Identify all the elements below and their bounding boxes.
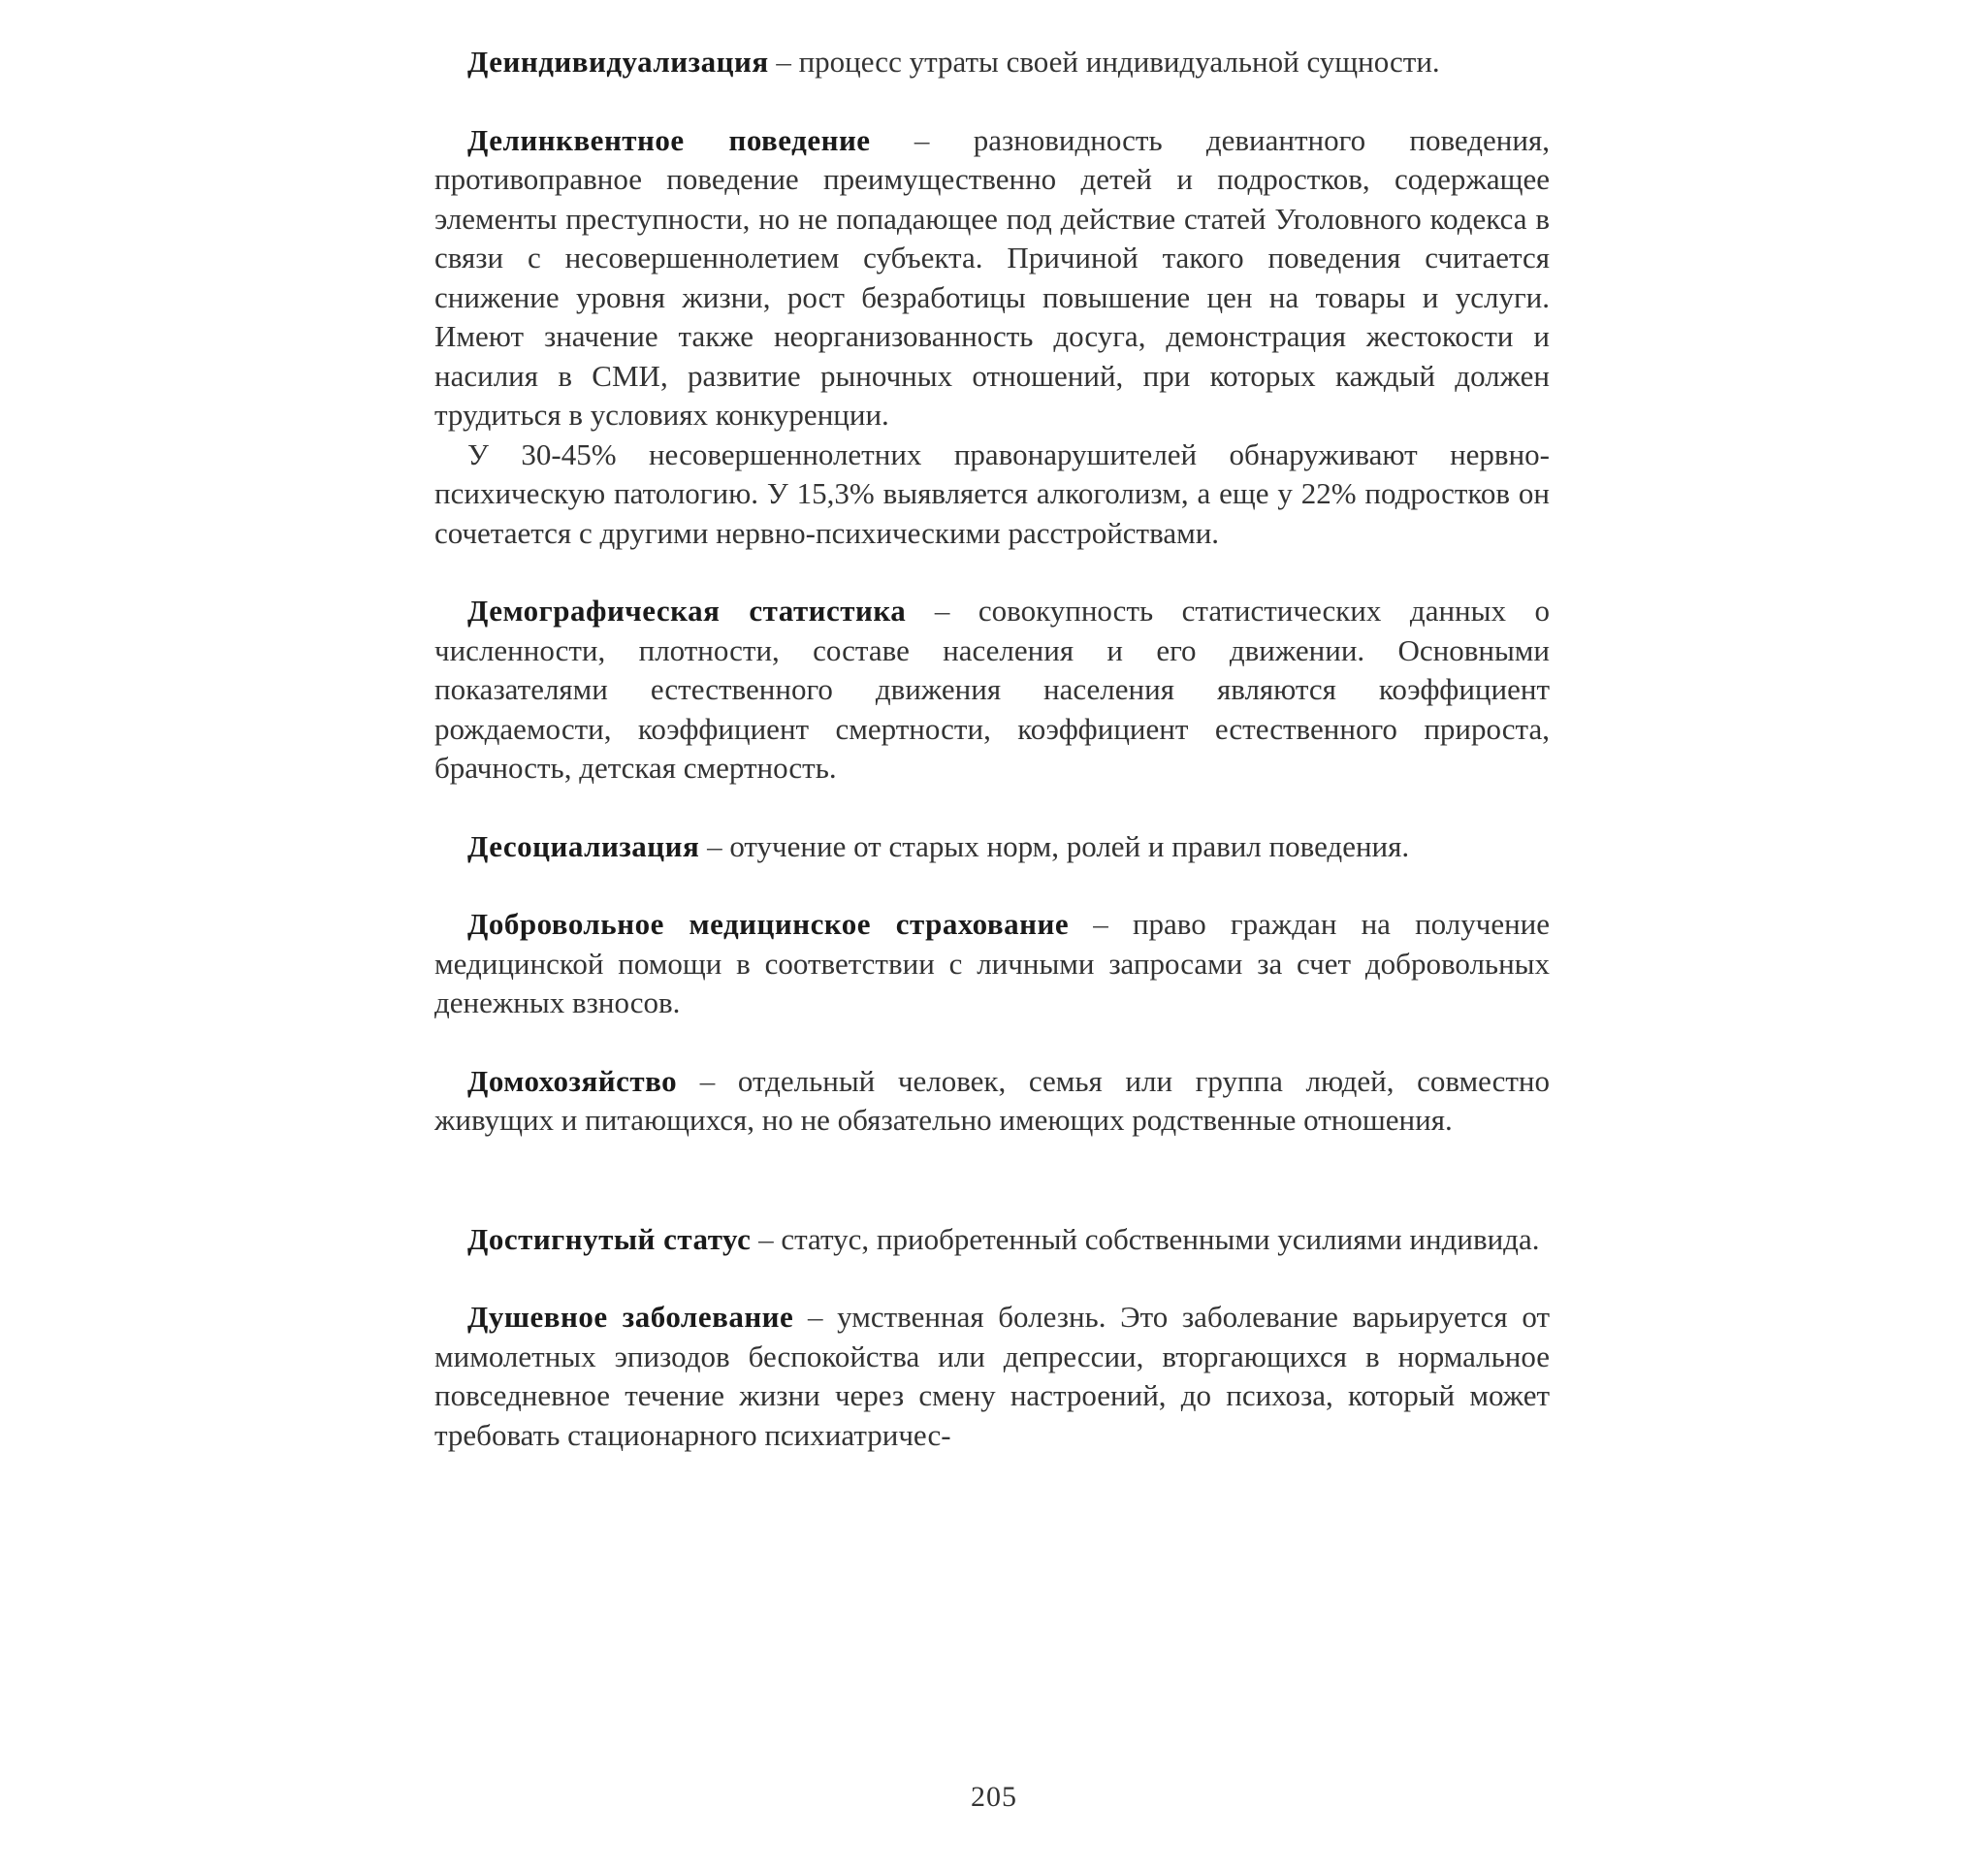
glossary-entry — [434, 1220, 1550, 1260]
glossary-term: Делинквентное поведение — [467, 122, 871, 157]
glossary-definition: процесс утраты своей индивидуальной сущности. — [798, 45, 1440, 79]
paragraph-text: У 30-45% несовершеннолетних правонарушителей обнаруживают нервно-психическую патологию. У 15,3% выявляется алкоголизм, а еще у 22% подростков он сочетается с другими нервно-психическими расстройствами. — [434, 436, 1550, 550]
glossary-entry — [434, 592, 1550, 789]
term-separator: – — [1093, 907, 1108, 941]
glossary-term: Достигнутый статус — [467, 1221, 752, 1256]
glossary-entry — [434, 1298, 1550, 1455]
glossary-entry — [434, 43, 1550, 82]
glossary-term: Домохозяйство — [467, 1063, 678, 1098]
glossary-entry — [434, 1062, 1550, 1141]
glossary-definition: отучение от старых норм, ролей и правил поведения. — [729, 828, 1410, 863]
term-separator: – — [699, 1063, 716, 1098]
term-separator: – — [776, 45, 791, 79]
glossary-term: Душевное заболевание — [467, 1300, 794, 1334]
term-separator: – — [807, 1300, 823, 1334]
term-separator: – — [707, 828, 722, 863]
glossary-term: Добровольное медицинское страхование — [467, 907, 1070, 941]
glossary-entry — [434, 905, 1550, 1023]
body-paragraph — [434, 435, 1550, 554]
glossary-term: Десоциализация — [467, 828, 700, 863]
document-page — [434, 43, 1550, 1455]
glossary-term: Деиндивидуализация — [467, 45, 769, 79]
glossary-definition: отдельный человек, семья или группа людей, совместно живущих и питающихся, но не обязательно имеющих родственные отношения. — [434, 1063, 1551, 1137]
glossary-entry — [434, 827, 1550, 867]
glossary-definition: умственная болезнь. Это заболевание варьируется от мимолетных эпизодов беспокойства или депрессии, вторгающихся в нормальное повседневное течение жизни через смену настроений, до психоза, который может требовать стационарного психиатричес- — [434, 1300, 1550, 1452]
term-separator: – — [758, 1221, 774, 1256]
glossary-term: Демографическая статистика — [467, 594, 907, 628]
glossary-definition: совокупность статистических данных о численности, плотности, составе населения и его движении. Основными показателями естественного движения населения являются коэффициент рождаемости, коэффициент смертности, коэффициент естественного прироста, брачность, детская смертность. — [434, 594, 1551, 785]
glossary-definition: право граждан на получение медицинской помощи в соответствии с личными запросами за счет добровольных денежных взносов. — [434, 907, 1551, 1019]
term-separator: – — [914, 122, 930, 157]
glossary-definition: статус, приобретенный собственными усилиями индивида. — [781, 1221, 1540, 1256]
glossary-entry — [434, 121, 1550, 435]
term-separator: – — [934, 594, 950, 628]
glossary-definition: разновидность девиантного поведения, противоправное поведение преимущественно детей и подростков, содержащее элементы преступности, но не попадающее под действие статей Уголовного кодекса в связи с несовершеннолетием субъекта. Причиной такого поведения считается снижение уровня жизни, рост безработицы повышение цен на товары и услуги. Имеют значение также неорганизованность досуга, демонстрация жестокости и насилия в СМИ, развитие рыночных отношений, при которых каждый должен трудиться в условиях конкуренции. — [434, 122, 1550, 432]
page-number: 205 — [971, 1781, 1017, 1813]
